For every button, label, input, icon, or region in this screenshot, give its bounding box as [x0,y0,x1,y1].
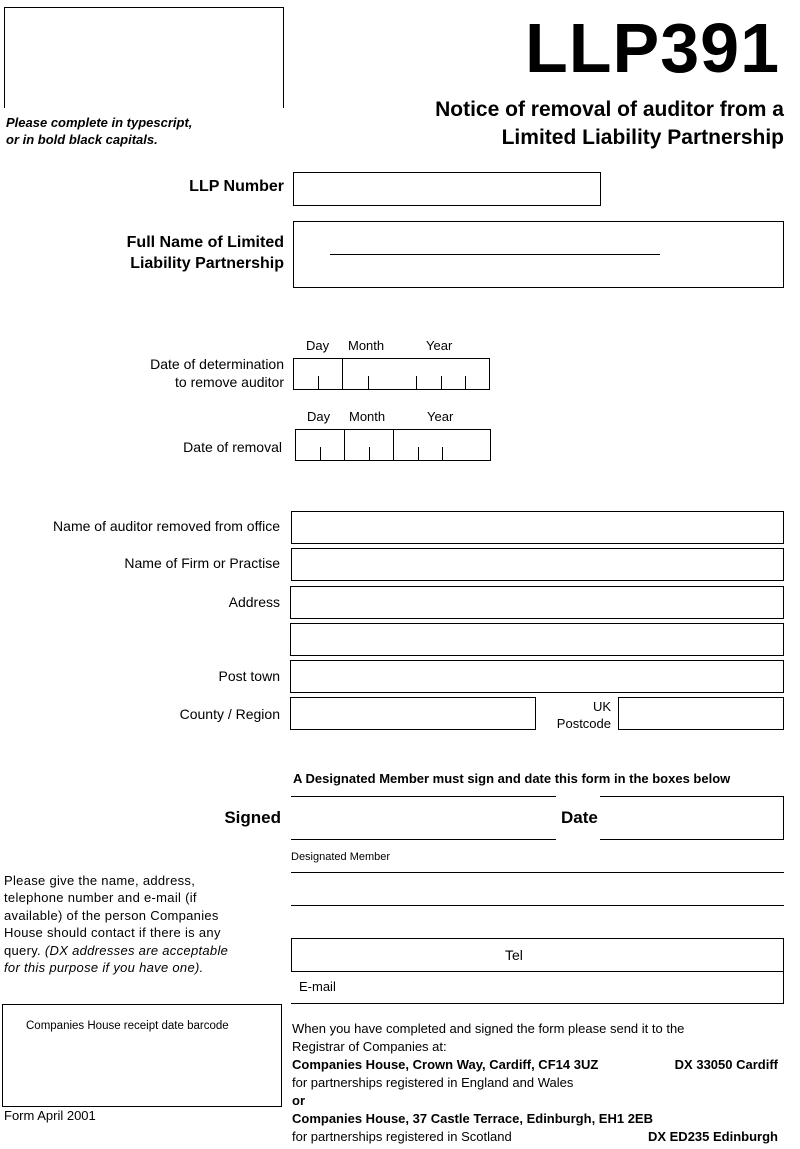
det-day-divider [342,358,343,390]
det-month-header: Month [348,338,385,353]
or-text: or [292,1093,305,1108]
instruction-line1: Please complete in typescript, [6,115,193,130]
designated-member-label: Designated Member [291,851,391,863]
send-line1: When you have completed and signed the form please send it to the [292,1021,685,1036]
det-year-header: Year [426,338,453,353]
send-instructions [292,1020,778,1146]
top-left-box [4,7,284,108]
instruction-line2: or in bold black capitals. [6,132,158,147]
full-name-divider [330,254,660,255]
llp-number-input[interactable] [293,172,601,206]
determination-label-line2: to remove auditor [175,374,284,390]
postcode-label [557,698,611,732]
county-input[interactable] [290,697,536,730]
signature-input[interactable] [291,796,556,840]
firm-input[interactable] [291,548,784,581]
email-input[interactable] [291,971,784,1004]
cardiff-row [292,1056,778,1074]
rem-day-tick [320,447,321,461]
sign-date-input[interactable] [600,796,784,840]
form-title-line2: Limited Liability Partnership [501,126,784,149]
edinburgh-note: for partnerships registered in Scotland [292,1129,512,1144]
contact-line-2 [291,905,784,906]
edinburgh-dx: DX ED235 Edinburgh [647,1129,778,1144]
llp-number-label: LLP Number [189,178,284,195]
contact-text [4,872,280,976]
det-year-tick2 [441,376,442,390]
full-name-label-line2: Liability Partnership [130,255,284,272]
contact-text-4: House should contact if there is any [4,925,221,941]
form-title [435,96,784,152]
address-label: Address [228,594,280,610]
form-code: LLP391 [525,9,780,87]
determination-label-line1: Date of determination [150,356,284,372]
rem-year-header: Year [427,409,454,424]
address-line1-input[interactable] [290,586,784,619]
form-title-line1: Notice of removal of auditor from a [435,98,784,121]
designated-notice: A Designated Member must sign and date this form in the boxes below [293,771,731,786]
cardiff-note: for partnerships registered in England and Wales [292,1075,574,1090]
postcode-input[interactable] [618,697,784,730]
auditor-name-input[interactable] [291,511,784,544]
det-year-baseline [368,389,490,390]
full-name-label-line1: Full Name of Limited [126,234,284,251]
rem-month-divider [393,429,394,461]
cardiff-address: Companies House, Crown Way, Cardiff, CF14 3UZ [292,1057,599,1072]
contact-text-5-italic: (DX addresses are acceptable [44,942,229,958]
rem-day-divider [344,429,345,461]
postcode-label-line2: Postcode [556,716,611,731]
address-line2-input[interactable] [290,623,784,656]
rem-month-tick [369,447,370,461]
det-year-tick3 [465,376,466,390]
rem-year-tick1 [418,447,419,461]
det-year-tick1 [416,376,417,390]
send-line2: Registrar of Companies at: [292,1039,447,1054]
instructions [6,114,192,148]
edinburgh-address: Companies House, 37 Castle Terrace, Edinburgh, EH1 2EB [292,1111,653,1126]
signed-label: Signed [224,808,281,827]
edinburgh-row [292,1128,778,1146]
cardiff-dx: DX 33050 Cardiff [674,1057,778,1072]
contact-text-3: available) of the person Companies [4,907,219,923]
contact-text-5-row [4,942,280,959]
det-month-tick [368,376,369,390]
determination-date-input[interactable] [293,358,490,390]
determination-label [150,355,284,391]
barcode-label: Companies House receipt date barcode [26,1020,229,1032]
post-town-input[interactable] [290,660,784,693]
county-label: County / Region [179,706,280,722]
removal-label: Date of removal [183,439,282,455]
contact-text-6-italic: for this purpose if you have one). [4,960,204,976]
contact-text-1: Please give the name, address, [4,873,196,888]
form-date: Form April 2001 [4,1108,96,1123]
rem-year-tick2 [442,447,443,461]
firm-label: Name of Firm or Practise [124,555,280,571]
det-day-header: Day [306,338,330,353]
contact-text-5: query. [4,942,41,958]
rem-month-header: Month [349,409,386,424]
full-name-label [127,232,284,274]
contact-block[interactable] [291,938,784,971]
postcode-label-line1: UK [592,699,611,714]
rem-day-header: Day [307,409,331,424]
det-day-tick [318,376,319,390]
tel-label: Tel [505,947,523,963]
contact-line-1 [291,872,784,873]
post-town-label: Post town [218,668,280,684]
contact-text-2: telephone number and e-mail (if [4,890,197,906]
email-label: E-mail [299,979,336,994]
auditor-name-label: Name of auditor removed from office [53,518,280,534]
date-label: Date [561,808,598,827]
